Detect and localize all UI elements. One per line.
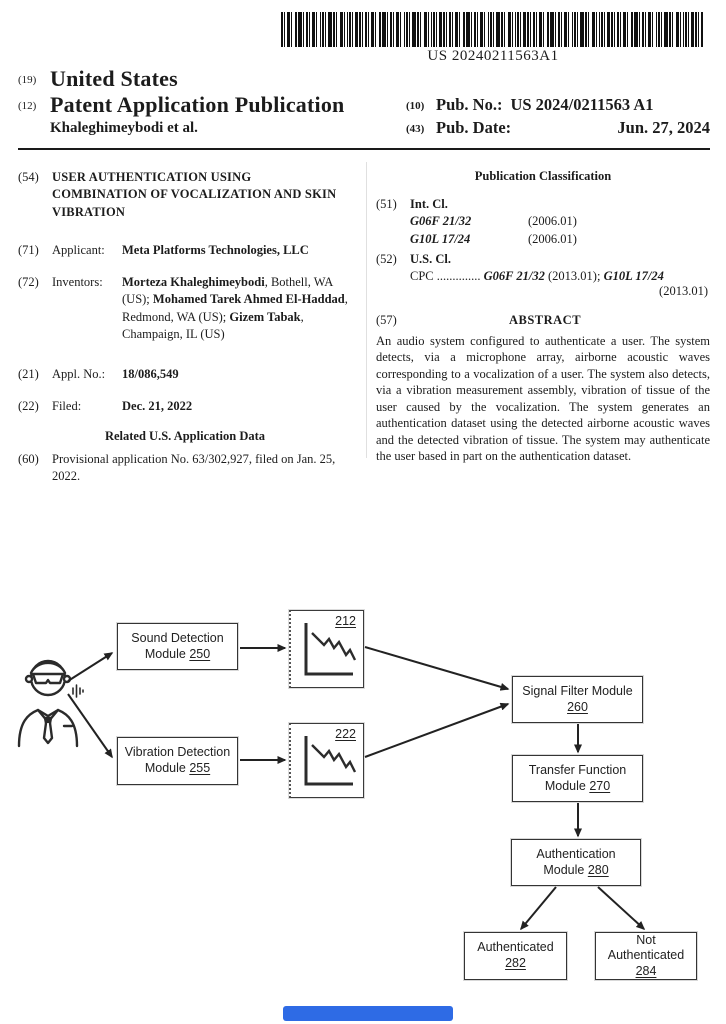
- code-43: (43): [406, 123, 425, 135]
- code-57: (57): [376, 312, 397, 327]
- uscl-label: U.S. Cl.: [410, 252, 451, 267]
- inventors-list: Morteza Khaleghimeybodi, Bothell, WA (US); Mohamed Tarek Ahmed El-Haddad, Redmond, WA (US); Gizem Tabak, Champaign, IL (US): [122, 275, 348, 341]
- waveform-chart-icon: [291, 611, 363, 686]
- appl-no-entry: [18, 366, 352, 383]
- pub-no-label: Pub. No.:: [436, 95, 503, 114]
- bibliographic-columns: [18, 160, 710, 485]
- country-name: United States: [50, 66, 178, 91]
- transfer-function-module-box: Transfer Function Module 270: [512, 755, 643, 802]
- abstract-heading: ABSTRACT: [508, 312, 582, 327]
- document-header: [18, 66, 710, 138]
- code-21: (21): [18, 367, 39, 381]
- publication-kind: Patent Application Publication: [50, 92, 345, 117]
- cpc-line-2: (2013.01): [659, 283, 708, 298]
- barcode-icon: [281, 12, 705, 47]
- code-54: (54): [18, 170, 39, 184]
- signal-filter-module-box: Signal Filter Module 260: [512, 676, 643, 723]
- inventors-label: Inventors:: [52, 275, 103, 289]
- invention-title: USER AUTHENTICATION USING COMBINATION OF VOCALIZATION AND SKIN VIBRATION: [52, 170, 337, 219]
- barcode-block: [281, 12, 705, 65]
- right-column: [362, 160, 710, 485]
- code-71: (71): [18, 242, 39, 257]
- header-divider: [18, 148, 710, 150]
- appl-no-label: Appl. No.:: [52, 367, 106, 381]
- sound-waveform-box: 212: [289, 610, 364, 688]
- provisional-text: Provisional application No. 63/302,927, filed on Jan. 25, 2022.: [52, 451, 336, 483]
- applicant-name: Meta Platforms Technologies, LLC: [122, 242, 309, 257]
- filed-entry: [18, 398, 352, 415]
- intcl-entry: [376, 196, 710, 213]
- code-12: (12): [18, 100, 37, 112]
- user-person-icon: [14, 650, 86, 750]
- intcl-row: G06F 21/32 (2006.01): [410, 214, 577, 229]
- applicant-entry: [18, 242, 352, 259]
- pub-date-value: Jun. 27, 2024: [617, 118, 710, 137]
- intcl-row: G10L 17/24 (2006.01): [410, 231, 577, 246]
- code-60: (60): [18, 451, 39, 466]
- code-10: (10): [406, 100, 425, 112]
- pub-number-row: [406, 95, 710, 115]
- pub-no-value: US 2024/0211563 A1: [510, 95, 654, 114]
- code-22: (22): [18, 399, 39, 414]
- bottom-scrollbar[interactable]: [283, 1006, 453, 1021]
- classification-heading: Publication Classification: [474, 169, 612, 183]
- waveform-chart-icon: [291, 724, 363, 796]
- appl-no-value: 18/086,549: [122, 367, 179, 381]
- provisional-entry: [18, 451, 352, 486]
- uscl-entry: [376, 251, 710, 268]
- vibration-detection-module-box: Vibration Detection Module 255: [117, 737, 238, 785]
- authenticated-box: Authenticated 282: [464, 932, 567, 980]
- intcl-label: Int. Cl.: [410, 197, 448, 211]
- authentication-module-box: Authentication Module 280: [511, 839, 641, 886]
- abstract-heading-row: [376, 313, 710, 328]
- abstract-text: An audio system configured to authenticate a user. The system detects, via a microphone array, airborne acoustic waves corresponding to a vocalization of a user. The system also detects, via a vibration measurement assembly, vibration of tissue of the user caused by the vocalization. The system generates an authentication dataset using the detected airborne acoustic waves and the detected vibration of tissue. The system may authenticate the user based in part on the authentication dataset.: [376, 333, 710, 463]
- pub-date-row: [406, 118, 710, 138]
- first-inventor-name: Khaleghimeybodi et al.: [50, 120, 198, 136]
- vibration-waveform-box: 222: [289, 723, 364, 798]
- related-data-heading: Related U.S. Application Data: [104, 428, 266, 443]
- filed-label: Filed:: [52, 399, 82, 414]
- barcode-number: US 20240211563A1: [427, 48, 559, 64]
- pub-date-label: Pub. Date:: [436, 118, 512, 137]
- not-authenticated-box: Not Authenticated 284: [595, 932, 697, 980]
- applicant-label: Applicant:: [52, 242, 105, 257]
- filed-date: Dec. 21, 2022: [122, 399, 193, 414]
- inventors-entry: [18, 274, 352, 343]
- code-51: (51): [376, 197, 397, 211]
- sound-wave-icon: [73, 685, 83, 697]
- sound-detection-module-box: Sound Detection Module 250: [117, 623, 238, 670]
- left-column: [18, 160, 362, 485]
- code-19: (19): [18, 74, 37, 86]
- code-52: (52): [376, 252, 397, 267]
- code-72: (72): [18, 275, 39, 289]
- cpc-line: CPC .............. G06F 21/32 (2013.01); G10L 17/24: [410, 268, 664, 283]
- title-entry: [18, 169, 352, 221]
